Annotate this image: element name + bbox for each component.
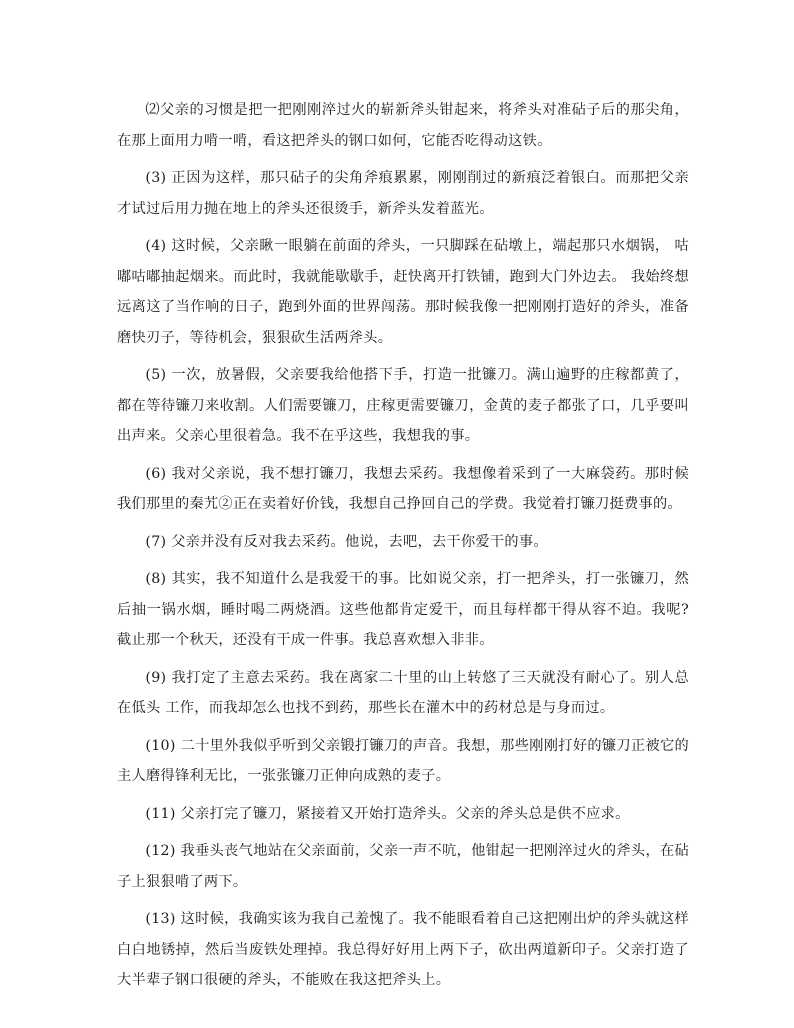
paragraph-8: (8) 其实，我不知道什么是我爱干的事。比如说父亲，打一把斧头，打一张镰刀，然后抽一锅水烟，睡时喝二两烧酒。这些他都肯定爱干，而且每样都干得从容不迫。我呢?截止那一个秋天，还没有干成一件事。我总喜欢想入非非。 xyxy=(117,571,689,648)
paragraph-2: ⑵父亲的习惯是把一把刚刚淬过火的崭新斧头钳起来，将斧头对准砧子后的那尖角，在那上面用力啃一啃，看这把斧头的钢口如何，它能否吃得动这铁。 xyxy=(117,102,689,149)
paragraph-11: (11) 父亲打完了镰刀，紧接着又开始打造斧头。父亲的斧头总是供不应求。 xyxy=(145,805,630,822)
paragraph-6: (6) 我对父亲说，我不想打镰刀，我想去采药。我想像着采到了一大麻袋药。那时候我们那里的秦艽②正在卖着好价钱，我想自己挣回自己的学费。我觉着打镰刀挺费事的。 xyxy=(117,465,689,512)
paragraph-13: (13) 这时候，我确实该为我自己羞愧了。我不能眼看着自己这把刚出炉的斧头就这样白白地锈掉，然后当废铁处理掉。我总得好好用上两下子，砍出两道新印子。父亲打造了大半辈子钢口很硬的斧头，不能败在我这把斧头上。 xyxy=(117,911,689,988)
paragraph-4: (4) 这时候，父亲瞅一眼躺在前面的斧头，一只脚踩在砧墩上，端起那只水烟锅， 咕嘟咕嘟抽起烟来。而此时，我就能歇歇手，赶快离开打铁铺，跑到大门外边去。 我始终想远离这了当作响的日子，跑到外面的世界闯荡。那时候我像一把刚刚打造好的斧头，准备磨快刃子，等待机会，狠狠砍生活两斧头。 xyxy=(117,238,689,346)
paragraph-9: (9) 我打定了主意去采药。我在离家二十里的山上转悠了三天就没有耐心了。别人总在低头 工作，而我却怎么也找不到药，那些长在灌木中的药材总是与身而过。 xyxy=(117,669,689,716)
paragraph-3: (3) 正因为这样，那只砧子的尖角斧痕累累，刚刚削过的新痕泛着银白。而那把父亲才试过后用力抛在地上的斧头还很烫手，新斧头发着蓝光。 xyxy=(117,170,689,217)
paragraph-5: (5) 一次，放暑假，父亲要我给他搭下手，打造一批镰刀。满山遍野的庄稼都黄了，都在等待镰刀来收割。人们需要镰刀，庄稼更需要镰刀，金黄的麦子都张了口，几乎要叫出声来。父亲心里很着急。我不在乎这些，我想我的事。 xyxy=(117,367,689,444)
paragraph-12: (12) 我垂头丧气地站在父亲面前，父亲一声不吭，他钳起一把刚淬过火的斧头，在砧子上狠狠啃了两下。 xyxy=(117,843,689,890)
paragraph-7: (7) 父亲并没有反对我去采药。他说，去吧，去干你爱干的事。 xyxy=(145,533,548,550)
article-body xyxy=(117,95,689,1003)
paragraph-10: (10) 二十里外我似乎听到父亲锻打镰刀的声音。我想，那些刚刚打好的镰刀正被它的主人磨得锋利无比，一张张镰刀正伸向成熟的麦子。 xyxy=(117,737,689,784)
